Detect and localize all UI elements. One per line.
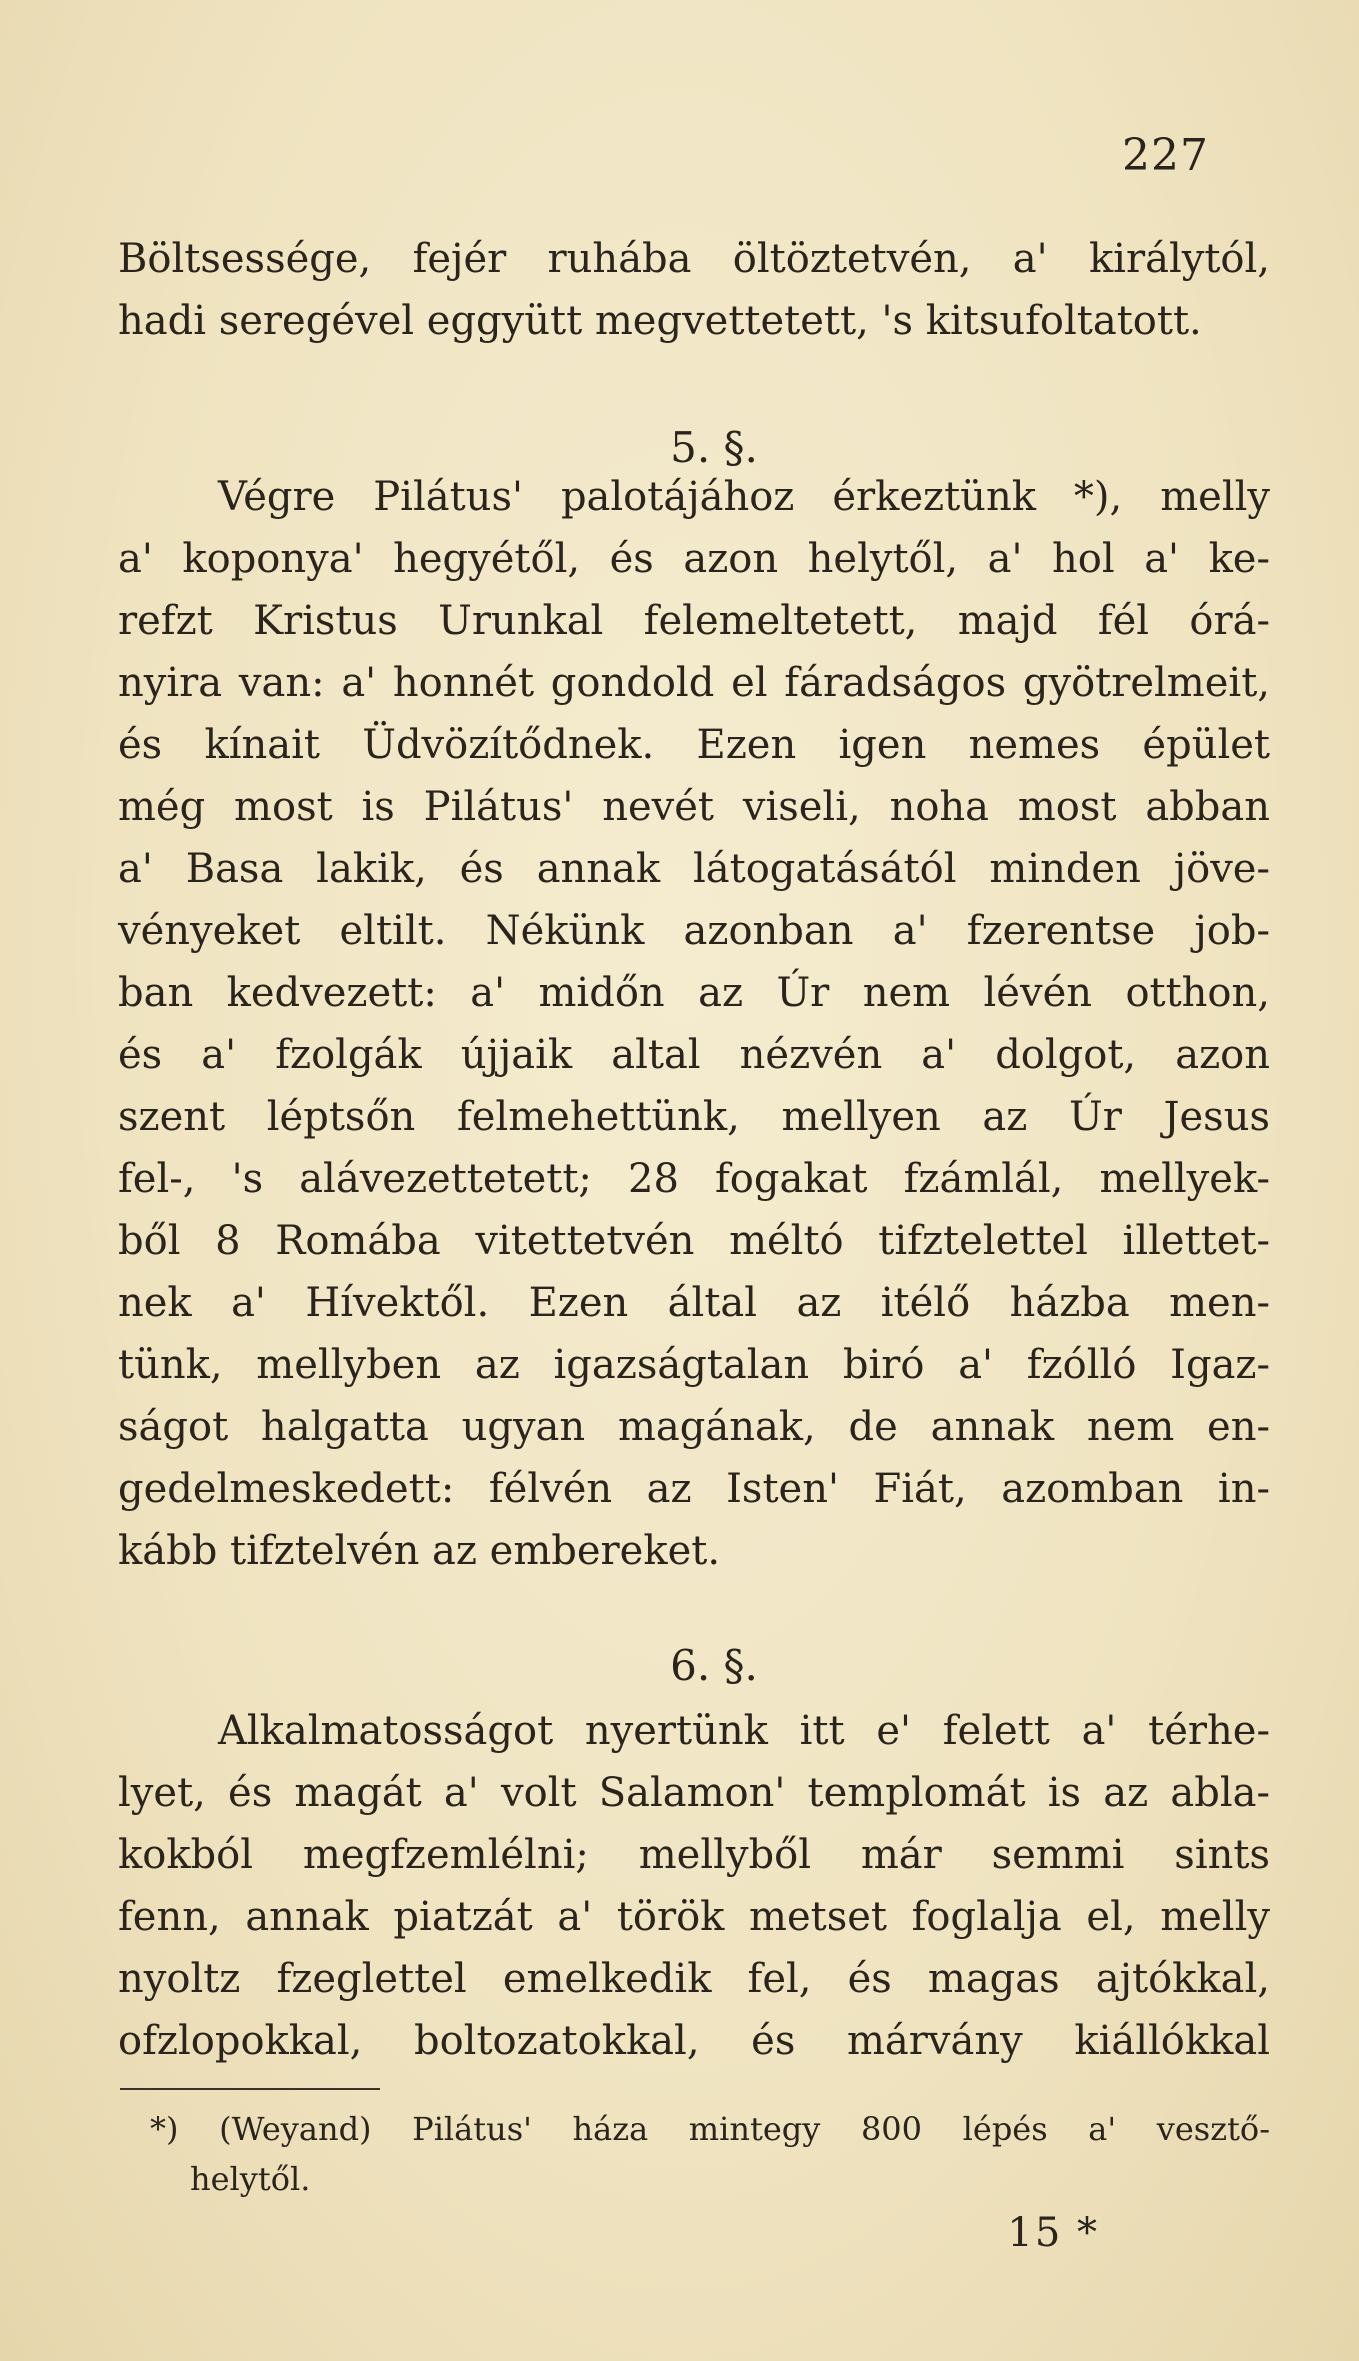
text-line: lyet, és magát a' volt Salamon' templomát is az abla-	[118, 1770, 1270, 1816]
text-line: ofzlopokkal, boltozatokkal, és márvány kiállókkal	[118, 2018, 1270, 2064]
footnote-line: *) (Weyand) Pilátus' háza mintegy 800 lépés a' vesztő-	[150, 2110, 1270, 2148]
footnote-divider	[120, 2088, 380, 2090]
printer-signature-mark: 15 *	[1007, 2210, 1099, 2256]
text-line: Böltsessége, fejér ruhába öltöztetvén, a' királytól,	[118, 236, 1270, 282]
page-number: 227	[1122, 130, 1209, 181]
paragraph-section-5	[118, 466, 1270, 1582]
text-line: vényeket eltilt. Nékünk azonban a' fzerentse job-	[118, 908, 1270, 954]
text-line: tünk, mellyben az igazságtalan biró a' fzólló Igaz-	[118, 1342, 1270, 1388]
text-line: kább tifztelvén az embereket.	[118, 1528, 721, 1574]
paragraph-section-6	[118, 1700, 1270, 2072]
text-line: Végre Pilátus' palotájához érkeztünk *), melly	[218, 474, 1270, 520]
section-heading: 5. §.	[670, 423, 758, 472]
text-line: a' koponya' hegyétől, és azon helytől, a' hol a' ke-	[118, 536, 1270, 582]
text-line: ből 8 Romába vitettetvén méltó tifztelettel illettet-	[118, 1218, 1270, 1264]
text-line: és a' fzolgák újjaik altal nézvén a' dolgot, azon	[118, 1032, 1270, 1078]
text-line: Alkalmatosságot nyertünk itt e' felett a' térhe-	[218, 1708, 1270, 1754]
text-line: ban kedvezett: a' midőn az Úr nem lévén otthon,	[118, 970, 1270, 1016]
text-line: kokból megfzemlélni; mellyből már semmi sints	[118, 1832, 1270, 1878]
text-line: és kínait Üdvözítődnek. Ezen igen nemes épület	[118, 722, 1270, 768]
footnote-line: helytől.	[190, 2160, 311, 2198]
text-line: még most is Pilátus' nevét viseli, noha most abban	[118, 784, 1270, 830]
text-line: a' Basa lakik, és annak látogatásától minden jöve-	[118, 846, 1270, 892]
text-line: nek a' Hívektől. Ezen által az itélő házba men-	[118, 1280, 1270, 1326]
text-line: szent léptsőn felmehettünk, mellyen az Úr Jesus	[118, 1094, 1270, 1140]
text-line: nyoltz fzeglettel emelkedik fel, és magas ajtókkal,	[118, 1956, 1270, 2002]
section-6-heading-wrap	[118, 1630, 1270, 1702]
text-line: ságot halgatta ugyan magának, de annak nem en-	[118, 1404, 1270, 1450]
text-line: refzt Kristus Urunkal felemeltetett, majd fél órá-	[118, 598, 1270, 644]
text-line: fenn, annak piatzát a' török metset foglalja el, melly	[118, 1894, 1270, 1940]
section-heading: 6. §.	[670, 1641, 758, 1690]
text-line: hadi seregével eggyütt megvettetett, 's kitsufoltatott.	[118, 298, 1202, 344]
footnote	[150, 2104, 1270, 2204]
text-line: nyira van: a' honnét gondold el fáradságos gyötrelmeit,	[118, 660, 1270, 706]
text-line: fel-, 's alávezettetett; 28 fogakat fzámlál, mellyek-	[118, 1156, 1270, 1202]
paragraph-continued	[118, 228, 1270, 352]
text-line: gedelmeskedett: félvén az Isten' Fiát, azomban in-	[118, 1466, 1270, 1512]
